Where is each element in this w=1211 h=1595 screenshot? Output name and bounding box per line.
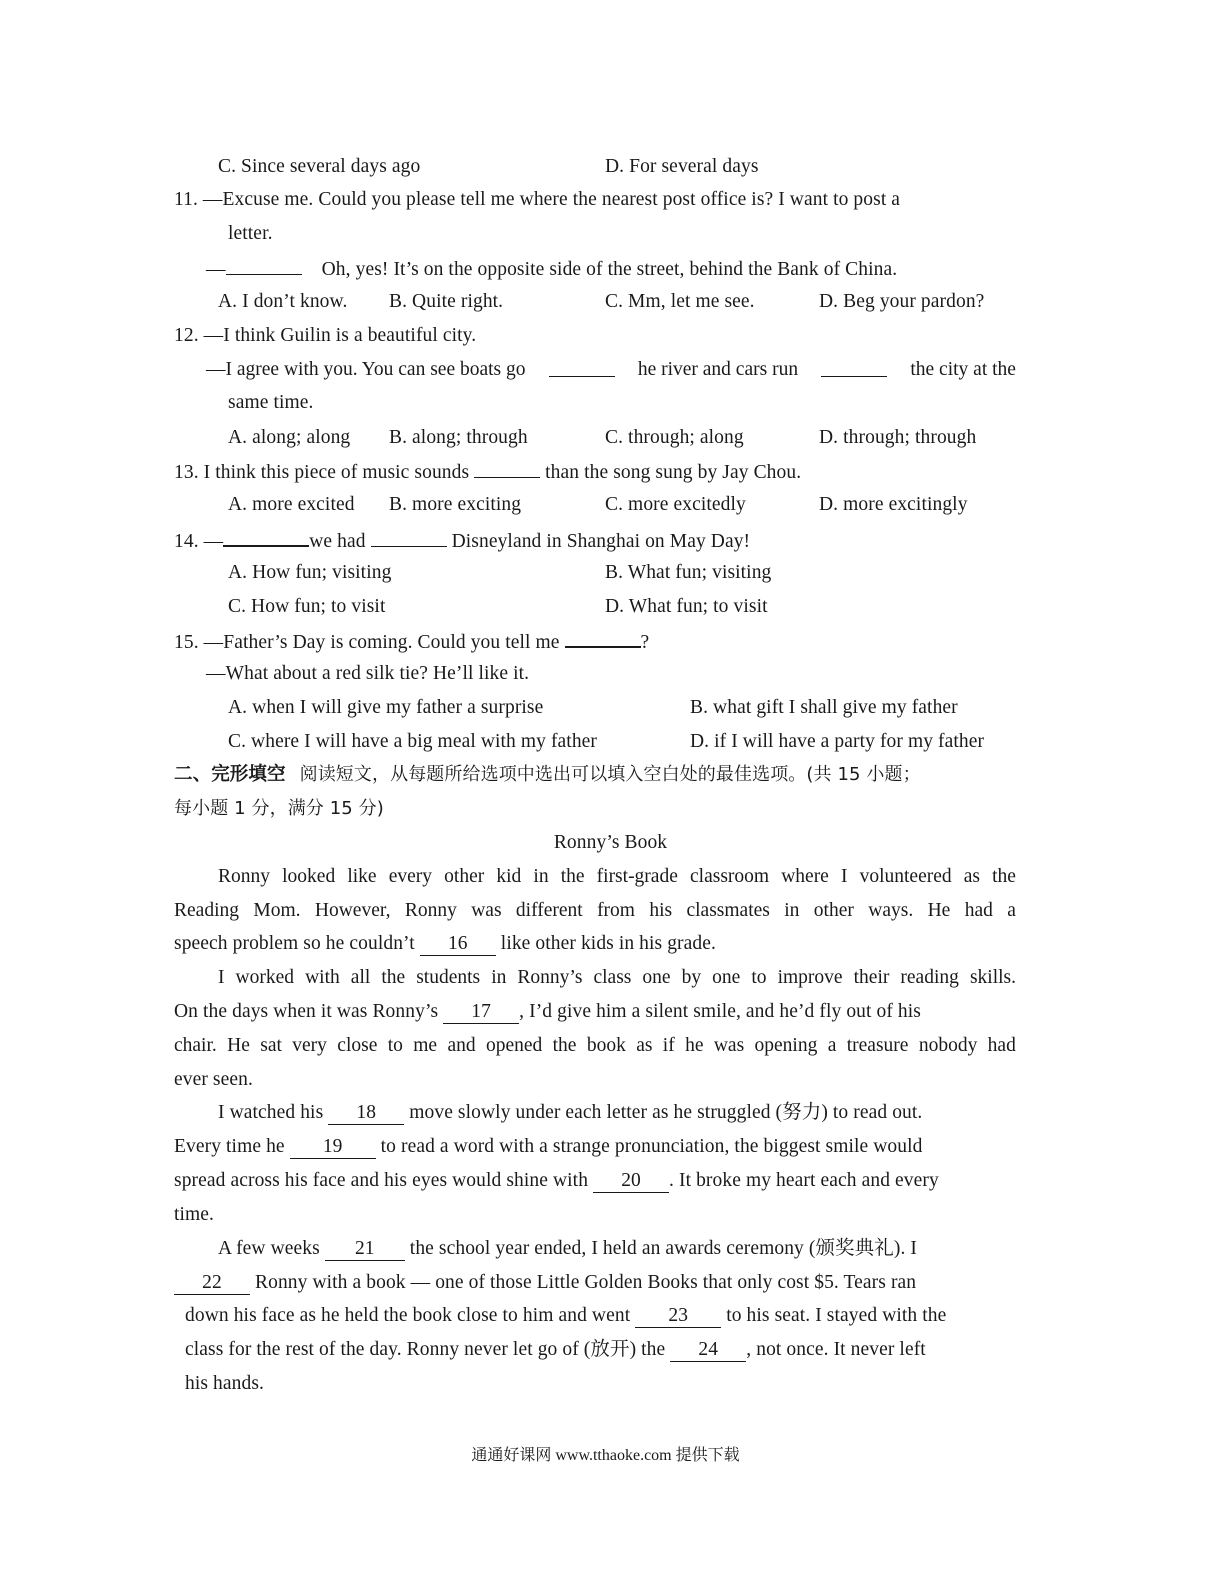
passage-word: treasure — [846, 1035, 909, 1056]
passage-p3-line4: time. — [174, 1204, 215, 1225]
q14-question-part2: we had — [309, 531, 366, 552]
passage-word: reading — [900, 967, 959, 988]
passage-word: opened — [485, 1035, 543, 1056]
passage-text: A few weeks — [218, 1238, 320, 1259]
blank-17: 17 — [443, 1001, 519, 1024]
passage-word: volunteered — [859, 866, 952, 887]
q11-option-a: A. I don’t know. — [218, 291, 348, 312]
passage-text: move slowly under each letter as he struggled (努力) to read out. — [409, 1102, 923, 1123]
q12-question: 12. —I think Guilin is a beautiful city. — [174, 325, 477, 346]
passage-word: opening — [754, 1035, 818, 1056]
q10-option-c: C. Since several days ago — [218, 156, 421, 177]
passage-word: one — [712, 967, 741, 988]
passage-word: other — [444, 866, 485, 887]
passage-word: Reading — [174, 900, 239, 921]
passage-p3-line3 — [174, 1168, 939, 1194]
q15-option-a: A. when I will give my father a surprise — [228, 697, 544, 718]
passage-word: from — [597, 900, 635, 921]
q12-blank-1 — [549, 357, 615, 377]
passage-word: had — [964, 900, 993, 921]
passage-word: their — [853, 967, 890, 988]
q14-question-part3: Disneyland in Shanghai on May Day! — [451, 531, 751, 552]
q12-option-b: B. along; through — [389, 427, 528, 448]
passage-p3-line1 — [218, 1100, 922, 1126]
q11-question-cont: letter. — [228, 223, 273, 244]
passage-word: with — [305, 967, 340, 988]
passage-word: classmates — [686, 900, 770, 921]
passage-p4-line4 — [185, 1337, 926, 1363]
footer-url: www.tthaoke.com — [555, 1447, 672, 1464]
passage-word: all — [350, 967, 371, 988]
q12-reply-cont: same time. — [228, 392, 314, 413]
passage-word: students — [416, 967, 481, 988]
passage-text: to read a word with a strange pronunciation, the biggest smile would — [380, 1136, 923, 1157]
q13-option-a: A. more excited — [228, 494, 355, 515]
q15-question-part2: ? — [640, 632, 650, 653]
q14-option-c: C. How fun; to visit — [228, 596, 386, 617]
q15-option-c: C. where I will have a big meal with my father — [228, 731, 598, 752]
q14-option-a: A. How fun; visiting — [228, 562, 392, 583]
passage-word: and — [447, 1035, 476, 1056]
passage-word: a — [1007, 900, 1016, 921]
passage-word: the — [552, 1035, 577, 1056]
passage-text: Every time he — [174, 1136, 285, 1157]
blank-19: 19 — [290, 1136, 376, 1159]
passage-text: class for the rest of the day. Ronny never let go of (放开) the — [185, 1339, 666, 1360]
q14-option-d: D. What fun; to visit — [605, 596, 768, 617]
q11-reply-text: Oh, yes! It’s on the opposite side of the street, behind the Bank of China. — [321, 259, 898, 280]
q14-option-b: B. What fun; visiting — [605, 562, 772, 583]
passage-word: looked — [282, 866, 336, 887]
passage-word: first-grade — [596, 866, 678, 887]
section2-heading — [174, 762, 921, 788]
q12-reply-part1: —I agree with you. You can see boats go — [206, 359, 526, 380]
passage-word: nobody — [918, 1035, 978, 1056]
passage-word: a — [827, 1035, 837, 1056]
passage-word: in — [533, 866, 549, 887]
passage-text: , I’d give him a silent smile, and he’d fly out of his — [519, 1001, 921, 1022]
passage-word: every — [388, 866, 433, 887]
passage-word: like — [347, 866, 377, 887]
passage-word: He — [927, 900, 951, 921]
passage-p2-line2 — [174, 999, 921, 1025]
passage-word: Ronny’s — [517, 967, 583, 988]
section2-heading-bold: 二、完形填空 — [174, 764, 286, 785]
q10-option-d: D. For several days — [605, 156, 759, 177]
footer-download-note: 提供下载 — [675, 1445, 740, 1464]
blank-24: 24 — [670, 1339, 746, 1362]
passage-word: However, — [314, 900, 391, 921]
passage-word: kid — [496, 866, 522, 887]
passage-text: spread across his face and his eyes would shine with — [174, 1170, 589, 1191]
section2-heading-text: 阅读短文，从每题所给选项中选出可以填入空白处的最佳选项。(共 15 小题； — [299, 764, 921, 785]
q13-question-part2: than the song sung by Jay Chou. — [545, 462, 802, 483]
section2-heading-line2: 每小题 1 分，满分 15 分) — [174, 798, 384, 819]
passage-word: the — [381, 967, 406, 988]
passage-p4-line2 — [174, 1270, 916, 1296]
passage-word: I — [840, 866, 848, 887]
blank-18: 18 — [328, 1102, 404, 1125]
q15-option-b: B. what gift I shall give my father — [690, 697, 958, 718]
q15-question — [174, 627, 649, 656]
passage-text: speech problem so he couldn’t — [174, 933, 415, 954]
passage-word: chair. — [174, 1035, 217, 1056]
footer-site-name: 通通好课网 — [471, 1445, 552, 1464]
q12-reply — [206, 357, 1016, 383]
blank-20: 20 — [593, 1170, 669, 1193]
passage-word: Mom. — [253, 900, 301, 921]
q12-reply-part3: the city at the — [910, 359, 1016, 380]
passage-text: On the days when it was Ronny’s — [174, 1001, 439, 1022]
q11-question: 11. —Excuse me. Could you please tell me where the nearest post office is? I want to post a — [174, 189, 901, 210]
passage-word: classroom — [690, 866, 770, 887]
q11-option-b: B. Quite right. — [389, 291, 504, 312]
passage-word: in — [784, 900, 800, 921]
passage-p4-line3 — [185, 1303, 946, 1329]
q14-blank-2 — [371, 527, 447, 547]
passage-word: improve — [777, 967, 843, 988]
passage-word: the — [992, 866, 1016, 887]
passage-p3-line2 — [174, 1134, 923, 1160]
passage-word: he — [685, 1035, 704, 1056]
q15-reply: —What about a red silk tie? He’ll like it. — [206, 663, 530, 684]
q11-blank — [226, 255, 302, 275]
passage-word: to — [387, 1035, 403, 1056]
passage-word: was — [471, 900, 502, 921]
passage-text: Ronny with a book — one of those Little Golden Books that only cost $5. Tears ran — [254, 1272, 917, 1293]
q12-blank-2 — [821, 357, 887, 377]
passage-text: . It broke my heart each and every — [669, 1170, 939, 1191]
passage-word: was — [713, 1035, 745, 1056]
passage-word: Ronny — [404, 900, 457, 921]
passage-word: me — [413, 1035, 438, 1056]
q12-option-c: C. through; along — [605, 427, 744, 448]
q12-option-a: A. along; along — [228, 427, 351, 448]
passage-title: Ronny’s Book — [553, 832, 668, 853]
passage-word: where — [781, 866, 829, 887]
q13-option-d: D. more excitingly — [819, 494, 968, 515]
passage-word: had — [987, 1035, 1016, 1056]
passage-p2-line1 — [218, 965, 1016, 991]
passage-word: as — [636, 1035, 653, 1056]
passage-p1-line2 — [174, 898, 1016, 924]
q11-reply-dash: — — [206, 259, 226, 280]
q14-question-part1: 14. — — [174, 531, 224, 552]
q13-blank — [474, 458, 540, 478]
q12-reply-part2: he river and cars run — [637, 359, 799, 380]
q13-question — [174, 458, 801, 486]
passage-p4-line5: his hands. — [185, 1373, 264, 1394]
passage-word: worked — [235, 967, 295, 988]
blank-22: 22 — [174, 1272, 250, 1295]
passage-p2-line3 — [174, 1033, 1016, 1059]
passage-p4-line1 — [218, 1236, 917, 1262]
page-footer — [0, 1442, 1211, 1465]
q13-option-b: B. more exciting — [389, 494, 522, 515]
q11-option-c: C. Mm, let me see. — [605, 291, 755, 312]
blank-23: 23 — [635, 1305, 721, 1328]
q11-option-d: D. Beg your pardon? — [819, 291, 985, 312]
passage-text: like other kids in his grade. — [500, 933, 716, 954]
passage-p2-line4: ever seen. — [174, 1069, 253, 1090]
q15-blank — [565, 627, 641, 648]
passage-text: to his seat. I stayed with the — [726, 1305, 947, 1326]
passage-word: book — [586, 1035, 626, 1056]
passage-text: the school year ended, I held an awards ceremony (颁奖典礼). I — [409, 1238, 917, 1259]
blank-16: 16 — [420, 933, 496, 956]
passage-word: class — [593, 967, 632, 988]
passage-word: Ronny — [218, 866, 271, 887]
q14-blank-1 — [223, 526, 309, 547]
q15-option-d: D. if I will have a party for my father — [690, 731, 985, 752]
passage-word: He — [227, 1035, 250, 1056]
passage-text: down his face as he held the book close to him and went — [185, 1305, 631, 1326]
q15-question-part1: 15. —Father’s Day is coming. Could you tell me — [174, 632, 560, 653]
passage-word: ways. — [868, 900, 914, 921]
passage-word: the — [560, 866, 585, 887]
passage-word: in — [491, 967, 507, 988]
passage-word: his — [649, 900, 673, 921]
passage-word: by — [681, 967, 702, 988]
q11-reply — [206, 255, 897, 283]
passage-p1-line1 — [218, 864, 1016, 890]
passage-text: I watched his — [218, 1102, 324, 1123]
passage-word: if — [662, 1035, 675, 1056]
passage-word: as — [963, 866, 981, 887]
passage-word: sat — [260, 1035, 282, 1056]
passage-word: different — [515, 900, 583, 921]
q12-option-d: D. through; through — [819, 427, 977, 448]
blank-21: 21 — [325, 1238, 405, 1261]
passage-word: very — [292, 1035, 327, 1056]
passage-word: close — [337, 1035, 378, 1056]
q13-option-c: C. more excitedly — [605, 494, 746, 515]
passage-text: , not once. It never left — [746, 1339, 926, 1360]
passage-word: other — [813, 900, 854, 921]
passage-word: one — [642, 967, 671, 988]
passage-word: to — [751, 967, 767, 988]
q13-question-part1: 13. I think this piece of music sounds — [174, 462, 470, 483]
passage-word: skills. — [969, 967, 1016, 988]
passage-word: I — [218, 967, 225, 988]
q14-question — [174, 526, 750, 555]
passage-p1-line3 — [174, 931, 716, 957]
